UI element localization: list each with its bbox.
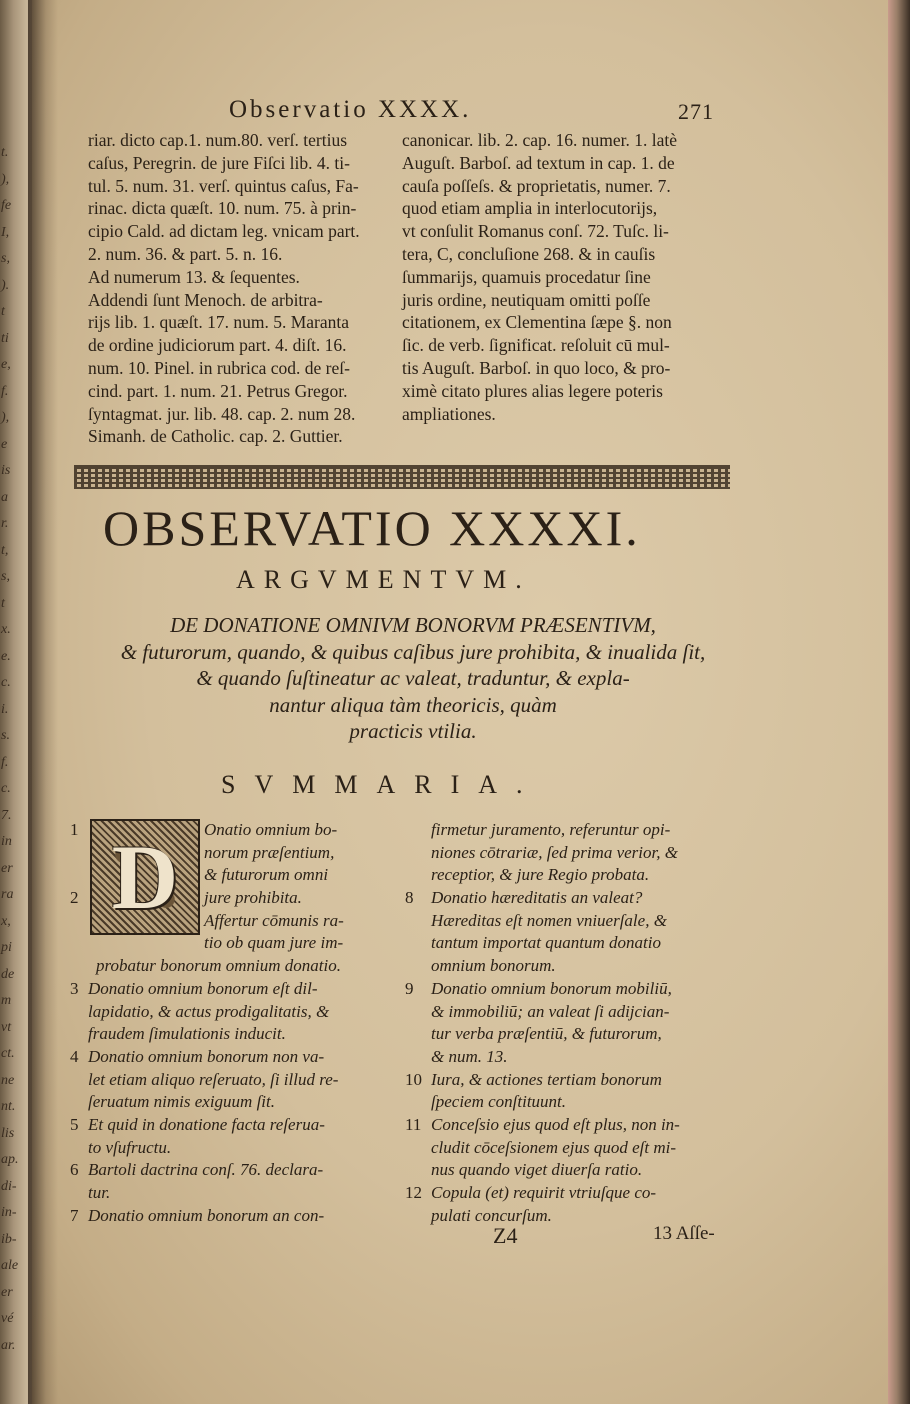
summaria-entry [405, 1069, 735, 1092]
margin-fragment: is [1, 463, 11, 478]
margin-fragment: c. [1, 781, 11, 796]
summaria-entry [405, 978, 735, 1001]
summaria-text: let etiam aliquo reſeruato, ſi illud re- [88, 1069, 339, 1089]
margin-fragment: 7. [1, 807, 12, 823]
margin-fragment: e, [1, 357, 11, 372]
summaria-text: receptior, & jure Regio probata. [431, 865, 650, 885]
margin-fragment: m [1, 993, 12, 1008]
margin-fragment: pi [1, 940, 12, 955]
text-line: tera, C, concluſione 268. & in cauſis [402, 243, 656, 264]
summaria-text: pulati concurſum. [431, 1205, 552, 1225]
summaria-text: cludit cōceſsionem ejus quod eſt mi- [431, 1137, 677, 1157]
summaria-text: omnium bonorum. [431, 956, 556, 976]
observatio-title: OBSERVATIO XXXXI. [103, 500, 641, 556]
summaria-number: 4 [70, 1046, 79, 1066]
margin-fragment: di- [1, 1178, 17, 1194]
summaria-entry [70, 1091, 380, 1114]
summaria-text: Et quid in donatione facta reſerua- [88, 1114, 325, 1134]
margin-fragment: I, [1, 224, 10, 240]
text-line: 2. num. 36. & part. 5. n. 16. [88, 243, 283, 264]
summaria-text: Onatio omnium bo- [204, 820, 338, 839]
summaria-text: tantum importat quantum donatio [431, 933, 661, 953]
summaria-number: 6 [70, 1160, 79, 1180]
summaria-entry [405, 955, 735, 978]
summaria-text: Donatio omnium bonorum non va- [88, 1046, 325, 1066]
summaria-entry [70, 1159, 380, 1182]
margin-fragment: ), [1, 171, 10, 187]
margin-fragment: s, [1, 569, 10, 584]
argumentum-text [88, 612, 738, 745]
text-line: ſic. de verb. ſignificat. reſoluit cū mul- [402, 335, 670, 356]
summaria-number: 8 [405, 888, 414, 908]
margin-fragment: ib- [1, 1231, 17, 1247]
summaria-entry [70, 932, 380, 955]
margin-fragment: x, [1, 913, 11, 929]
summaria-text: norum præſentium, [204, 842, 335, 862]
summaria-column-right [405, 819, 735, 1227]
summaria-entry [405, 864, 735, 887]
summaria-text: Hæreditas eſt nomen vniuerſale, & [431, 910, 667, 930]
summaria-entry [405, 1046, 735, 1069]
summaria-text: Donatio omnium bonorum an con- [88, 1205, 325, 1225]
argumentum-line: & quando ſuſtineatur ac valeat, traduntur, & expla- [196, 666, 630, 690]
summaria-text: Donatio hæreditatis an valeat? [431, 888, 643, 908]
text-line: rijs lib. 1. quæſt. 17. num. 5. Maranta [88, 312, 350, 333]
margin-fragment: nt. [1, 1099, 16, 1114]
summaria-text: Donatio omnium bonorum mobiliū, [431, 978, 672, 998]
summaria-text: to vſufructu. [88, 1137, 172, 1157]
summaria-entry [70, 1046, 380, 1069]
summaria-number: 3 [70, 978, 79, 998]
ornamental-divider [74, 465, 730, 489]
margin-fragment: vé [1, 1311, 14, 1326]
margin-fragment: ti [1, 330, 9, 346]
summaria-number: 10 [405, 1069, 422, 1089]
text-line: ſummarijs, quamuis procedatur ſine [402, 266, 651, 287]
margin-fragment: c. [1, 675, 11, 690]
summaria-text: tur. [88, 1183, 111, 1202]
text-line: cind. part. 1. num. 21. Petrus Gregor. [88, 380, 348, 401]
text-line: num. 10. Pinel. in rubrica cod. de reſ- [88, 357, 350, 378]
summaria-text: Conceſsio ejus quod eſt plus, non in- [431, 1114, 680, 1134]
text-line: tul. 5. num. 31. verſ. quintus caſus, Fa- [88, 175, 359, 196]
argumentum-line: & futurorum, quando, & quibus caſibus jure prohibita, & inualida ſit, [120, 639, 706, 664]
summaria-text: Donatio omnium bonorum eſt dil- [88, 978, 318, 998]
text-column-left [88, 129, 388, 448]
summaria-entry [70, 819, 380, 842]
summaria-text: tur verba præſentiū, & futurorum, [431, 1024, 662, 1044]
summaria-text: probatur bonorum omnium donatio. [96, 956, 341, 976]
text-line: canonicar. lib. 2. cap. 16. numer. 1. latè [402, 130, 678, 150]
text-line: de ordine judiciorum part. 4. diſt. 16. [88, 335, 347, 356]
summaria-entry [405, 910, 735, 933]
margin-fragment: s. [1, 728, 10, 743]
summaria-entry [70, 1205, 380, 1228]
margin-fragment: t [1, 595, 5, 611]
margin-fragment: lis [1, 1125, 15, 1141]
summaria-entry [405, 842, 735, 865]
summaria-entry [70, 1114, 380, 1137]
summaria-entry [405, 932, 735, 955]
summaria-entry [70, 1069, 380, 1092]
summaria-entry [70, 842, 380, 865]
margin-fragment: f. [1, 754, 9, 770]
catchword: 13 Aſſe- [653, 1223, 715, 1244]
signature-mark: Z4 [493, 1223, 518, 1248]
summaria-entry [405, 887, 735, 910]
margin-fragment: ct. [1, 1046, 15, 1061]
summaria-entry [405, 1182, 735, 1205]
page-number: 271 [678, 99, 714, 124]
summaria-text: & futurorum omni [204, 865, 329, 885]
summaria-text: & immobiliū; an valeat ſi adijcian- [431, 1001, 670, 1021]
text-line: Addendi ſunt Menoch. de arbitra- [88, 289, 323, 310]
summaria-text: niones cōtrariæ, ſed prima verior, & [431, 842, 678, 862]
summaria-text: Affertur cōmunis ra- [204, 910, 344, 930]
summaria-entry [70, 955, 380, 978]
margin-fragment: in- [1, 1205, 17, 1220]
margin-fragment: i. [1, 701, 9, 717]
summaria-text: nus quando viget diuerſa ratio. [431, 1160, 643, 1180]
summaria-entry [405, 1023, 735, 1046]
margin-fragment: t [1, 304, 5, 319]
margin-fragment: ar. [1, 1337, 16, 1353]
text-line: Simanh. de Catholic. cap. 2. Guttier. [88, 426, 343, 447]
margin-fragment: t, [1, 542, 9, 558]
summaria-entry [70, 910, 380, 933]
text-line: caſus, Peregrin. de jure Fiſci lib. 4. ti- [88, 152, 350, 173]
argumentum-heading: ARGVMENTVM. [236, 565, 531, 594]
summaria-text: ſeruatum nimis exiguum ſit. [88, 1092, 275, 1112]
summaria-heading: SVMMARIA. [221, 770, 542, 799]
summaria-number: 7 [70, 1205, 79, 1225]
text-line: ſyntagmat. jur. lib. 48. cap. 2. num 28. [88, 403, 356, 424]
summaria-number: 5 [70, 1114, 79, 1134]
margin-fragment: ra [1, 887, 14, 902]
text-line: riar. dicto cap.1. num.80. verſ. tertius [88, 130, 348, 150]
summaria-entry [405, 1001, 735, 1024]
summaria-entry [70, 864, 380, 887]
book-gutter [28, 0, 58, 1404]
margin-fragment: f. [1, 383, 9, 399]
summaria-text: jure prohibita. [204, 888, 302, 908]
margin-fragment: fe [1, 198, 12, 213]
running-head: Observatio XXXX. [229, 96, 472, 123]
margin-fragment: x. [1, 622, 11, 637]
text-line: ximè citato plures alias legere poteris [402, 380, 663, 401]
summaria-text: Copula (et) requirit vtriuſque co- [431, 1183, 657, 1202]
drop-cap-letter: D [111, 826, 179, 928]
summaria-number: 9 [405, 978, 414, 998]
argumentum-line: practicis vtilia. [349, 719, 477, 743]
argumentum-line: nantur aliqua tàm theoricis, quàm [269, 692, 557, 717]
summaria-text: & num. 13. [431, 1046, 508, 1066]
summaria-entry [70, 887, 380, 910]
text-line: juris ordine, neutiquam omitti poſſe [402, 289, 651, 310]
margin-fragment: a [1, 489, 8, 505]
summaria-text: tio ob quam jure im- [204, 933, 344, 953]
text-column-right [402, 129, 732, 425]
summaria-number: 1 [70, 820, 79, 839]
summaria-entry [405, 1159, 735, 1182]
margin-fragment: r. [1, 516, 9, 531]
text-line: cipio Cald. ad dictam leg. vnicam part. [88, 221, 360, 242]
margin-fragment: s, [1, 251, 10, 266]
margin-fragment: de [1, 966, 15, 982]
margin-fragment: er [1, 1284, 13, 1300]
summaria-entry [405, 819, 735, 842]
margin-fragment: vt [1, 1019, 12, 1035]
margin-fragment: e [1, 436, 8, 452]
summaria-text: Iura, & actiones tertiam bonorum [431, 1069, 662, 1089]
summaria-entry [70, 1137, 380, 1160]
summaria-text: Bartoli dactrina conſ. 76. declara- [88, 1160, 324, 1180]
argumentum-line: DE DONATIONE OMNIVM BONORVM PRÆSENTIVM, [170, 613, 656, 637]
summaria-entry [70, 1023, 380, 1046]
summaria-text: ſpeciem conſtituunt. [431, 1092, 567, 1112]
summaria-entry [405, 1137, 735, 1160]
summaria-entry [405, 1114, 735, 1137]
summaria-number: 12 [405, 1183, 422, 1202]
margin-fragment: ), [1, 410, 10, 425]
text-line: Auguſt. Barboſ. ad textum in cap. 1. de [402, 152, 675, 173]
margin-fragment: er [1, 860, 13, 876]
text-line: tis Auguſt. Barboſ. in quo loco, & pro- [402, 357, 671, 378]
text-line: quod etiam amplia in interlocutorijs, [402, 198, 658, 219]
summaria-entry [405, 1091, 735, 1114]
margin-fragment: ). [1, 277, 10, 293]
text-line: ampliationes. [402, 403, 496, 424]
text-line: citationem, ex Clementina ſæpe §. non [402, 312, 672, 333]
margin-fragment: ale [1, 1258, 19, 1273]
summaria-number: 2 [70, 888, 79, 908]
page-edge-right [888, 0, 910, 1404]
summaria-entry [70, 1001, 380, 1024]
summaria-text: firmetur juramento, referuntur opi- [431, 820, 671, 839]
summaria-text: fraudem ſimulationis inducit. [88, 1024, 286, 1044]
margin-fragment: t. [1, 145, 9, 160]
summaria-number: 11 [405, 1114, 422, 1134]
text-line: Ad numerum 13. & ſequentes. [88, 266, 300, 287]
margin-fragment: in [1, 834, 12, 849]
summaria-entry [70, 1182, 380, 1205]
text-line: vt conſulit Romanus conſ. 72. Tuſc. li- [402, 221, 669, 242]
summaria-text: lapidatio, & actus prodigalitatis, & [88, 1001, 330, 1021]
margin-fragment: ap. [1, 1152, 19, 1167]
summaria-entry [70, 978, 380, 1001]
margin-fragment: ne [1, 1072, 15, 1088]
margin-fragment: e. [1, 648, 11, 664]
text-line: cauſa poſſeſs. & proprietatis, numer. 7. [402, 175, 671, 196]
summaria-column-left [70, 819, 380, 1227]
text-line: rinac. dicta quæſt. 10. num. 75. à prin- [88, 198, 357, 219]
